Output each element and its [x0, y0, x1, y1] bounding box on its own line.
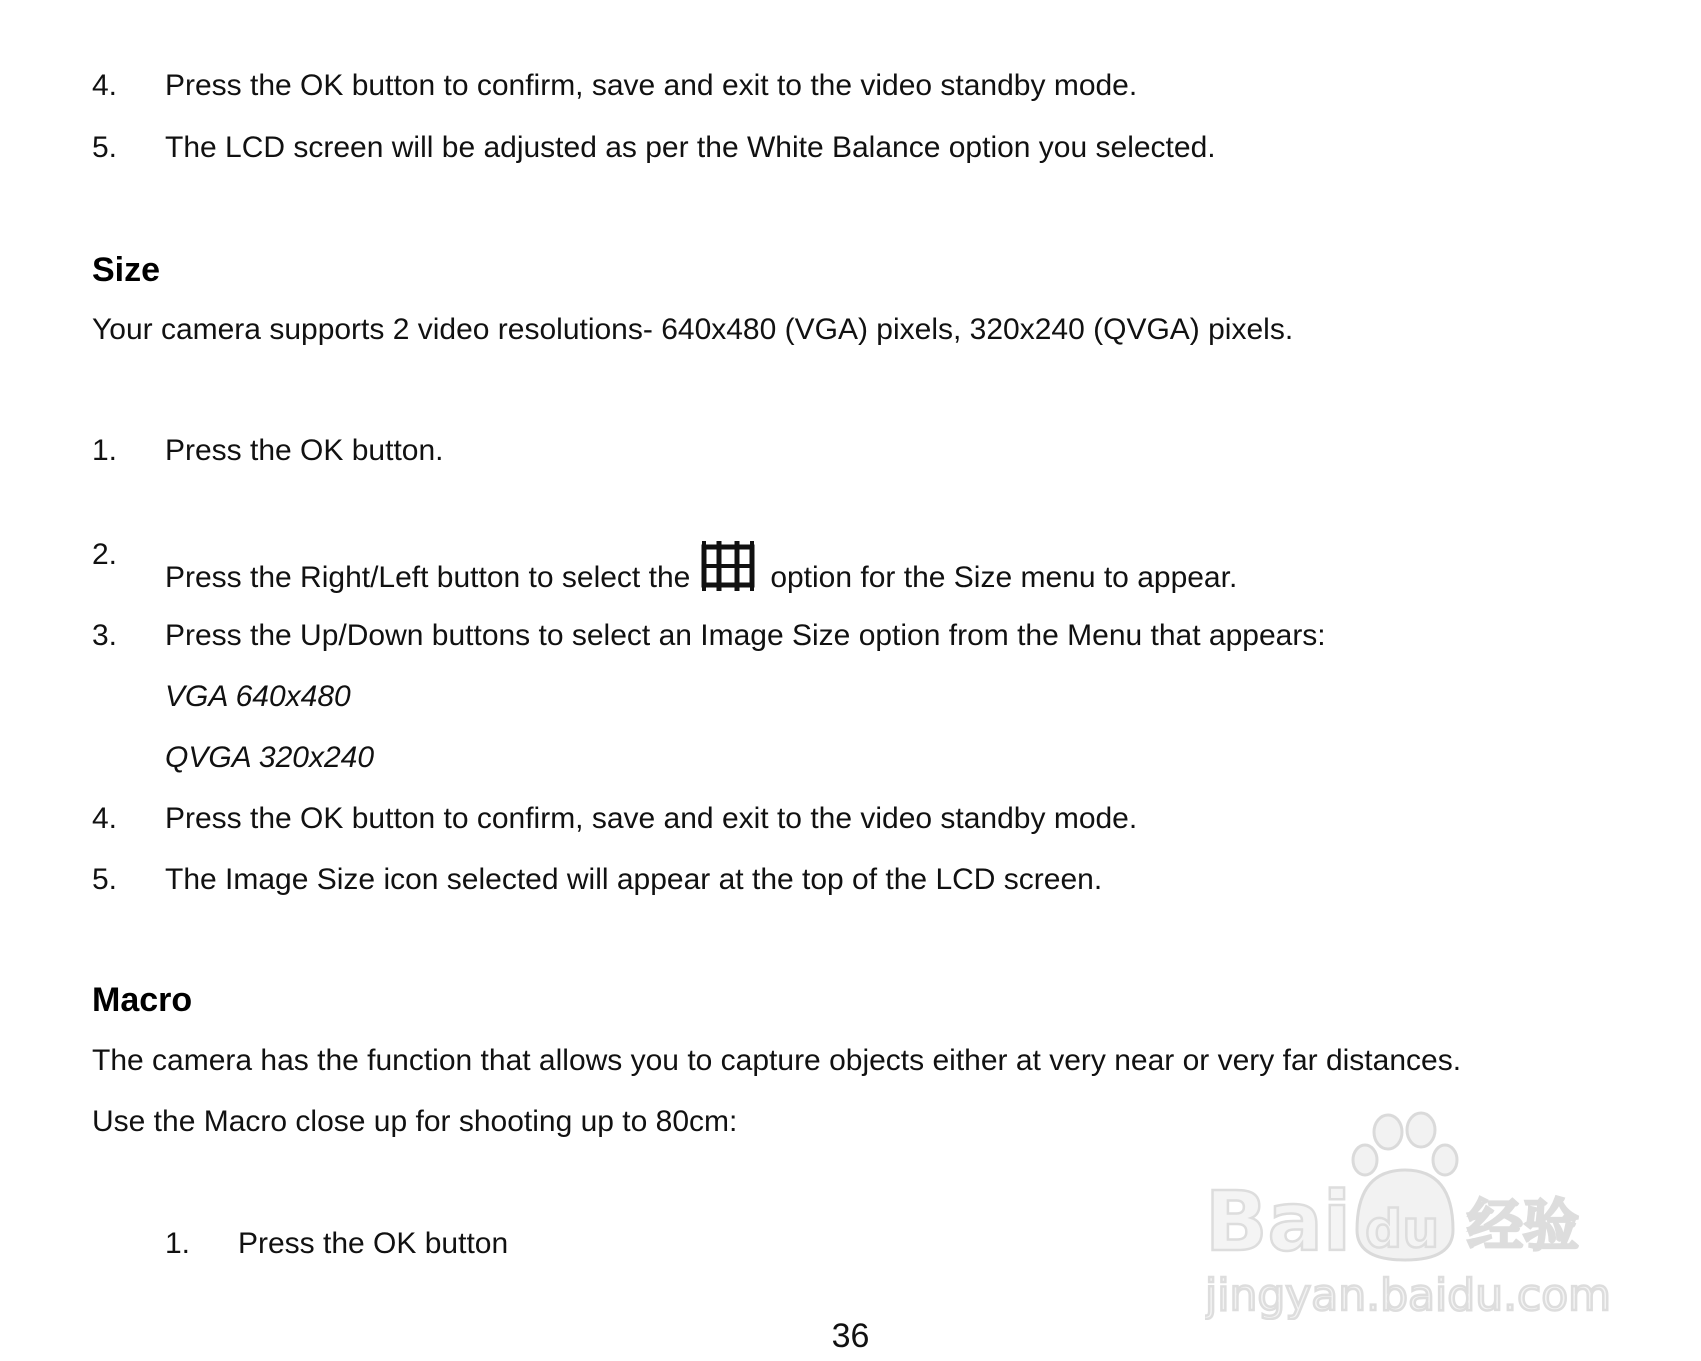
step-number: 2.: [92, 538, 118, 571]
svg-text:经验: 经验: [1467, 1194, 1579, 1259]
step-text: Press the OK button to confirm, save and exit to the video standby mode.: [165, 69, 1138, 102]
step-number: 5.: [92, 863, 118, 896]
step-text: Press the Up/Down buttons to select an Image Size option from the Menu that appears:: [165, 619, 1326, 652]
svg-text:Bai: Bai: [1205, 1175, 1351, 1270]
film-strip-icon: [700, 537, 756, 602]
step-text: Press the OK button.: [165, 434, 444, 467]
step-text: Press the OK button: [238, 1227, 509, 1260]
svg-text:jingyan.baidu.com: jingyan.baidu.com: [1205, 1270, 1612, 1320]
step-number: 1.: [165, 1227, 191, 1260]
step-text: Press the OK button to confirm, save and exit to the video standby mode.: [165, 802, 1138, 835]
step-text: The Image Size icon selected will appear at the top of the LCD screen.: [165, 863, 1103, 896]
size-intro: Your camera supports 2 video resolutions- 640x480 (VGA) pixels, 320x240 (QVGA) pixels.: [92, 313, 1294, 346]
step-number: 5.: [92, 131, 118, 164]
page-number: 36: [831, 1317, 870, 1355]
step-number: 1.: [92, 434, 118, 467]
macro-paragraph: The camera has the function that allows you to capture objects either at very near or very far distances.: [92, 1044, 1462, 1077]
baidu-watermark-logo: [1205, 1110, 1625, 1320]
svg-text:du: du: [1365, 1200, 1440, 1260]
step-text: The LCD screen will be adjusted as per the White Balance option you selected.: [165, 131, 1216, 164]
section-heading-size: Size: [92, 251, 161, 289]
step-text-before: Press the Right/Left button to select the: [165, 561, 691, 594]
section-heading-macro: Macro: [92, 981, 193, 1019]
step-number: 4.: [92, 69, 118, 102]
option-qvga: QVGA 320x240: [165, 741, 375, 774]
option-vga: VGA 640x480: [165, 680, 351, 713]
step-text-after: option for the Size menu to appear.: [770, 561, 1238, 594]
step-number: 4.: [92, 802, 118, 835]
step-text: [165, 537, 1237, 602]
macro-paragraph: Use the Macro close up for shooting up to 80cm:: [92, 1105, 738, 1138]
step-number: 3.: [92, 619, 118, 652]
